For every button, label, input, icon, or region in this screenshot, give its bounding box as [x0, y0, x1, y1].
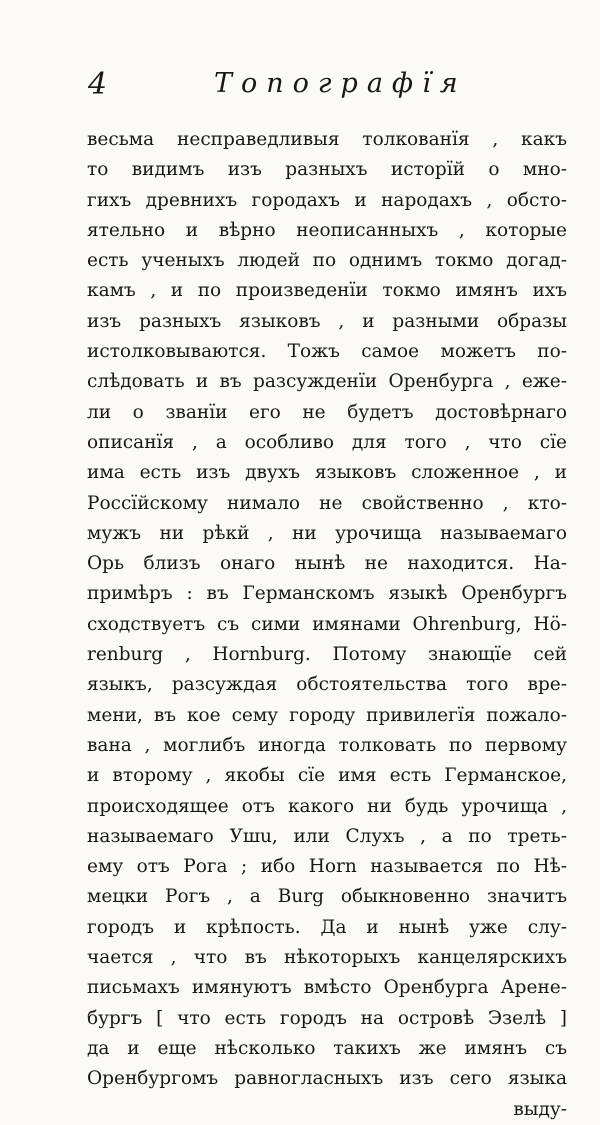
- running-title: Топографїя: [214, 68, 467, 99]
- text-line: городъ и крѣпость. Да и нынѣ ужe слу-: [87, 916, 567, 938]
- text-line: Оренбургомъ равногласныхъ изъ сего языка: [87, 1068, 567, 1090]
- text-line: называемаго Ушu, или Слухъ , а по треть-: [87, 825, 567, 847]
- text-line: сходствуетъ съ сими имянами Ohrenburg, Hö-: [87, 613, 567, 635]
- text-line: истолковываются. Тожъ самое можетъ по-: [87, 341, 567, 363]
- catchword: выду-: [513, 1098, 567, 1120]
- text-line: мужъ ни рѣкй , ни урочища называемаго: [87, 522, 567, 544]
- text-line: Орь близъ онаго нынѣ не находится. На-: [87, 553, 567, 575]
- body-text: [87, 125, 567, 1125]
- text-line: происходящее отъ какого ни будь урочища ,: [87, 795, 567, 817]
- text-line: изъ разныхъ языковъ , и разными образы: [87, 310, 567, 332]
- text-line: письмахъ имянуютъ вмѣсто Оренбурга Арене-: [87, 977, 567, 999]
- text-line: мени, въ кое сему городу привилегїя пожало-: [87, 704, 567, 726]
- page-number: 4: [88, 67, 108, 102]
- text-line: има есть изъ двухъ языковъ сложенное , и: [87, 462, 567, 484]
- text-line: слѣдовать и въ разсужденїи Оренбурга , ежe-: [87, 371, 567, 393]
- text-line: примѣръ : въ Германскомъ языкѣ Оренбургъ: [87, 583, 567, 605]
- text-line: ятельно и вѣрно неописанныхъ , которые: [87, 219, 567, 241]
- text-line: вана , моглибъ иногда толковать по первому: [87, 734, 567, 756]
- text-line: описанїя , а особливо для того , что сїе: [87, 431, 567, 453]
- text-line: весьма несправедливыя толкованїя , какъ: [87, 129, 567, 150]
- text-line: чается , что въ нѣкоторыхъ канцелярскихъ: [87, 947, 567, 969]
- text-line: языкъ, разсуждая обстоятельства того вре-: [87, 674, 567, 696]
- text-line: ему отъ Рога ; ибо Horn называется по Нѣ-: [87, 856, 567, 878]
- text-line: да и еще нѣсколько такихъ же имянъ съ: [87, 1037, 567, 1059]
- text-line: renburg , Hornburg. Потому знающїе сей: [87, 644, 567, 666]
- text-line: Россїйскому нимало не свойственно , кто-: [87, 492, 567, 514]
- text-line: камъ , и по произведенїи токмо имянъ ихъ: [87, 280, 567, 302]
- text-line: гихъ древнихъ городахъ и народахъ , обсто-: [87, 189, 567, 211]
- text-line: мецки Рогъ , а Burg обыкновенно значитъ: [87, 886, 567, 908]
- text-line: ли о званїи его не будетъ достовѣрнаго: [87, 401, 567, 423]
- text-line: и второму , якобы сїе имя есть Германское,: [87, 765, 567, 787]
- text-line: бургъ [ что есть городъ на островѣ Эзелѣ ]: [87, 1007, 567, 1029]
- text-line: есть ученыхъ людей по однимъ токмо догад-: [87, 250, 567, 272]
- text-line: то видимъ изъ разныхъ исторїй о мно-: [87, 159, 567, 181]
